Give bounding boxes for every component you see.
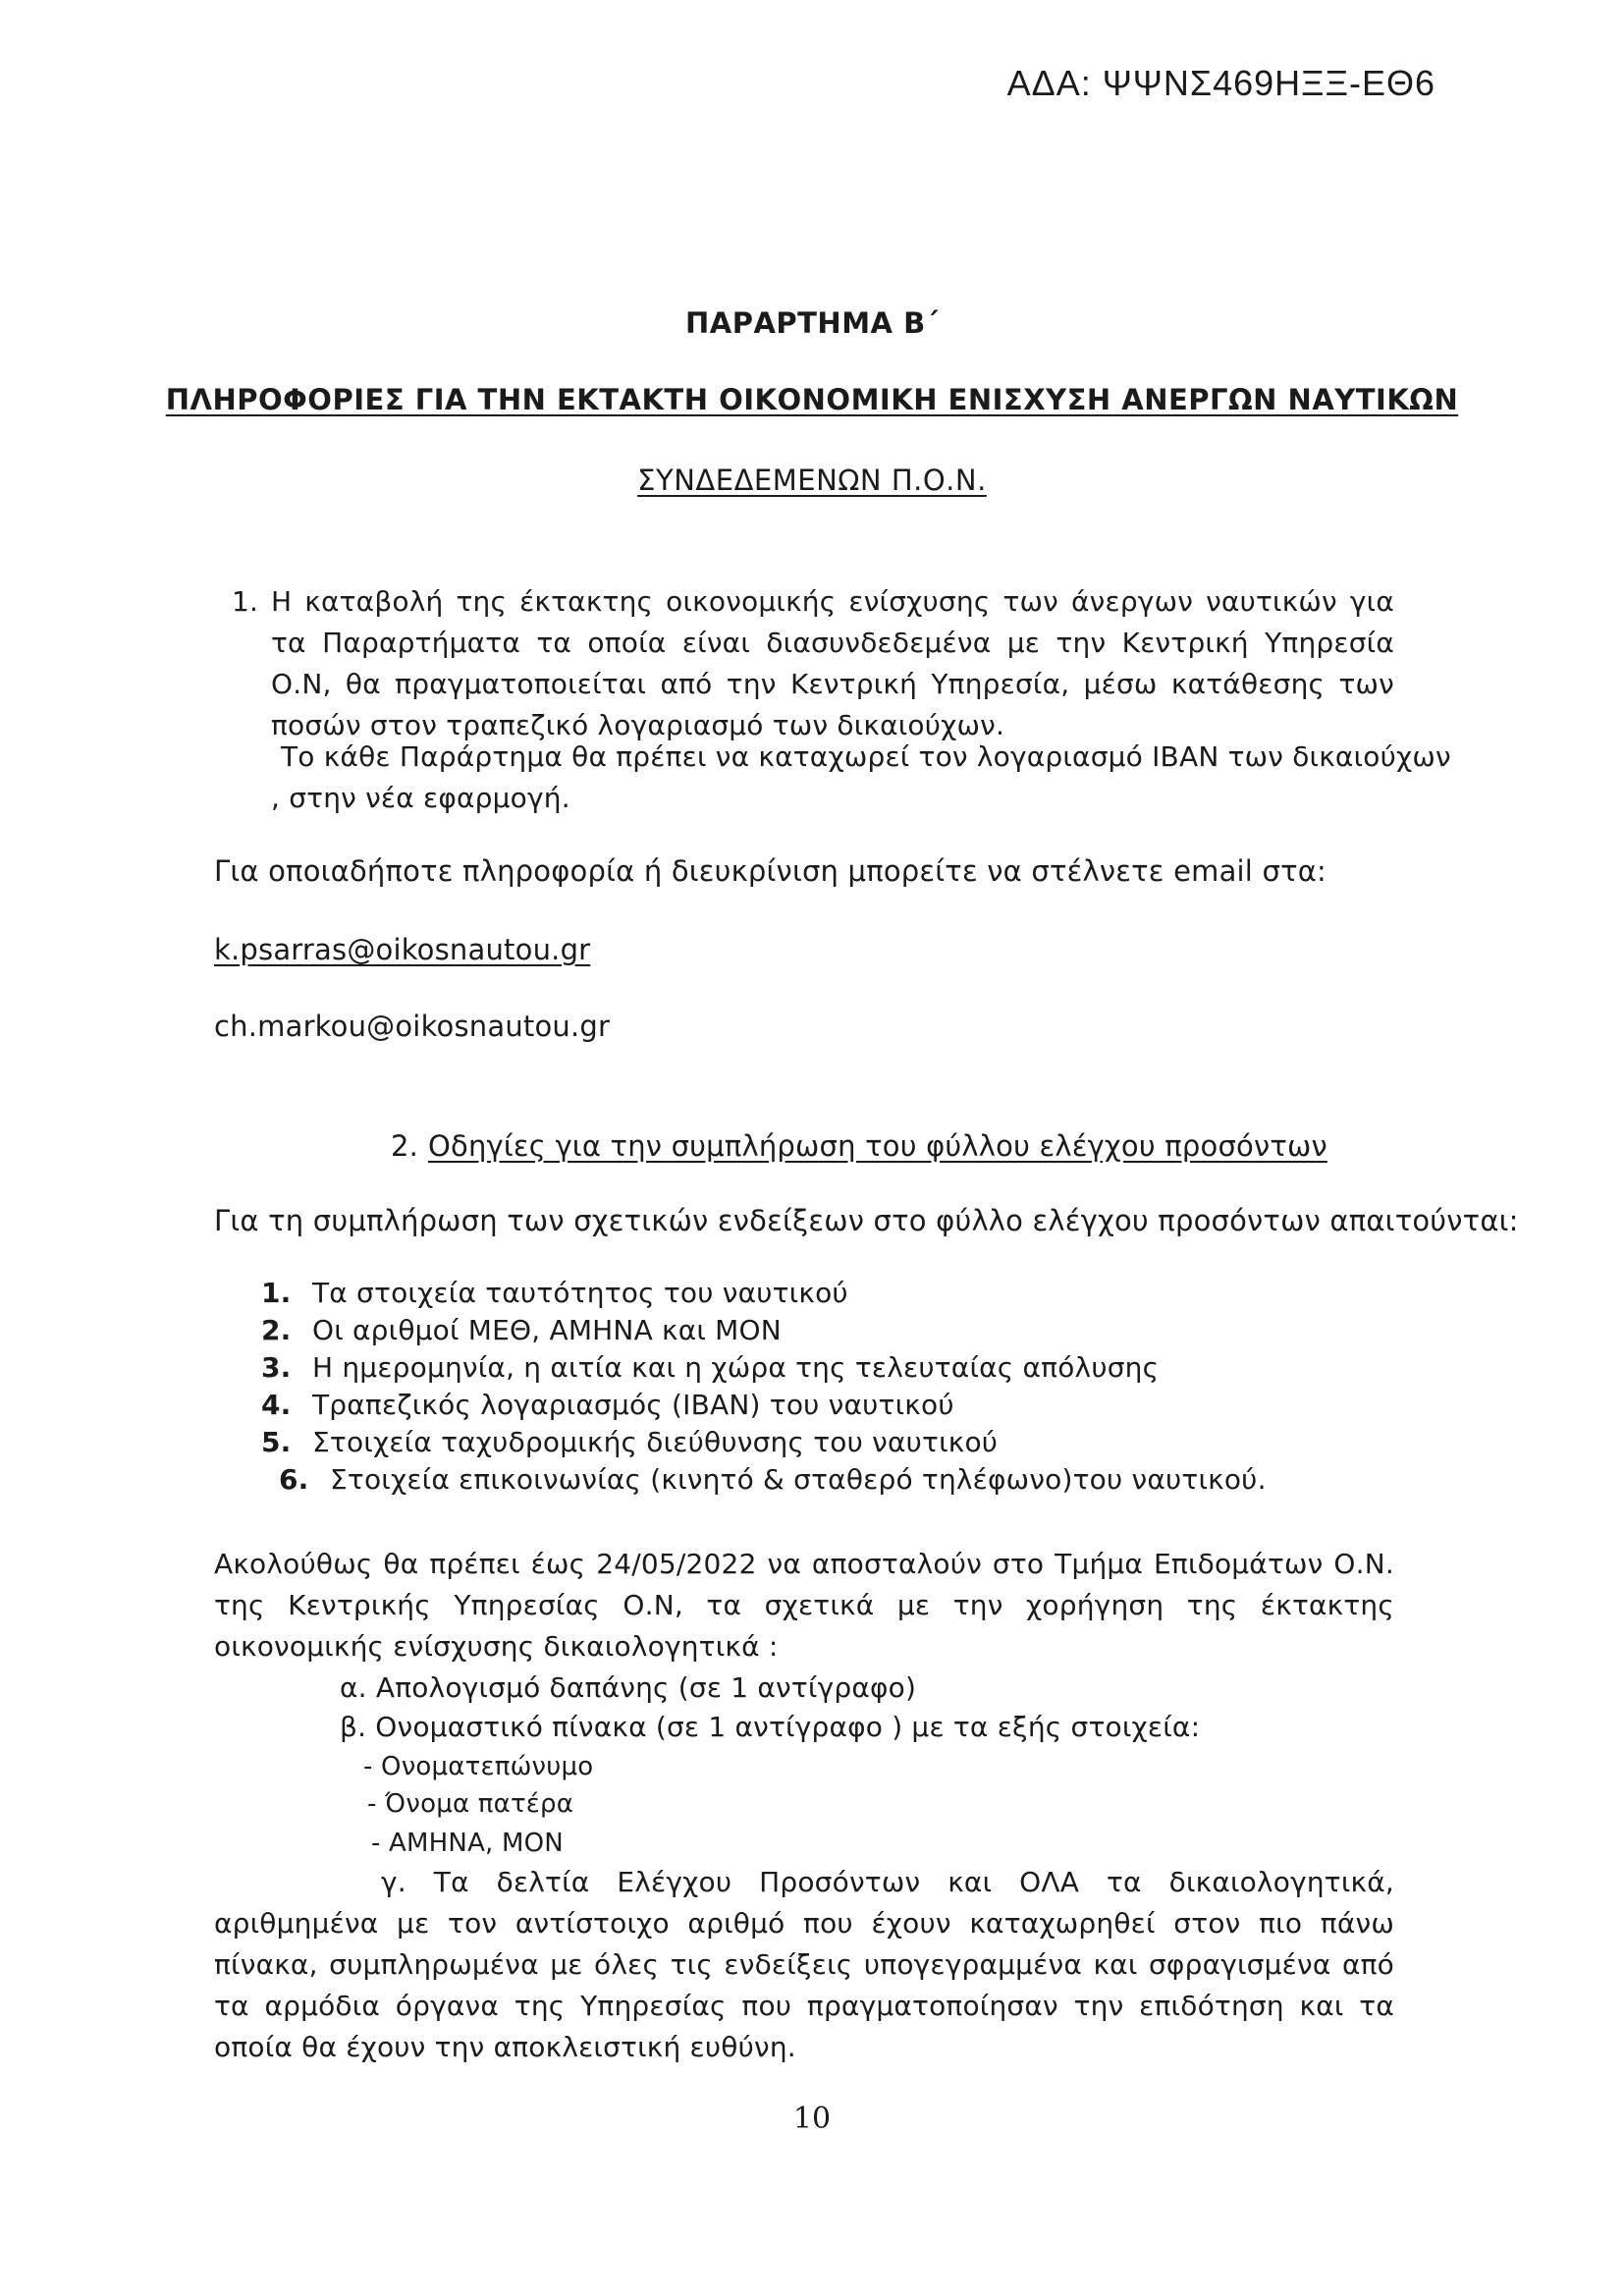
email-link-1[interactable]: k.psarras@oikosnautou.gr — [214, 933, 591, 966]
list-item: 5. Στοιχεία ταχυδρομικής διεύθυνσης του ναυτικού — [261, 1426, 999, 1458]
list-item: 1. Τα στοιχεία ταυτότητος του ναυτικού — [261, 1277, 848, 1309]
b-subitem: - ΑΜΗΝΑ, ΜΟΝ — [371, 1829, 564, 1858]
annex-title: ΠΑΡΑΡΤΗΜΑ Β΄ — [684, 306, 940, 340]
item-a: α. Απολογισμό δαπάνης (σε 1 αντίγραφο) — [340, 1671, 917, 1704]
contact-intro: Για οποιαδήποτε πληροφορία ή διευκρίνιση μπορείτε να στέλνετε email στα: — [214, 854, 1327, 888]
b-subitem: - Ονοματεπώνυμο — [363, 1752, 594, 1781]
list-item: 2. Οι αριθμοί ΜΕΘ, ΑΜΗΝΑ και ΜΟΝ — [261, 1314, 782, 1346]
section2-heading: Οδηγίες για την συμπλήρωση του φύλλου ελέγχου προσόντων — [428, 1129, 1327, 1163]
section1-app-line: , στην νέα εφαρμογή. — [271, 782, 570, 814]
requirements-list — [261, 1275, 1267, 1499]
section1-iban-line: Το κάθε Παράρτημα θα πρέπει να καταχωρεί τον λογαριασμό IBAN των δικαιούχων — [281, 740, 1451, 773]
email-link-2[interactable]: ch.markou@oikosnautou.gr — [214, 1010, 611, 1043]
section1-paragraph: Η καταβολή της έκτακτης οικονομικής ενίσχυσης των άνεργων ναυτικών για τα Παραρτήματα τα οποία είναι διασυνδεδεμένα με την Κεντρική Υπηρεσία Ο.Ν, θα πραγματοποιείται από την Κεντρική Υπηρεσία, μέσω κατάθεσης των ποσών στον τραπεζικό λογαριασμό των δικαιούχων. — [271, 585, 1394, 741]
item-b: β. Ονομαστικό πίνακα (σε 1 αντίγραφο ) με τα εξής στοιχεία: — [340, 1711, 1201, 1743]
subtitle-line-2: ΣΥΝΔΕΔΕΜΕΝΩΝ Π.Ο.Ν. — [637, 464, 987, 497]
list-item: 6. Στοιχεία επικοινωνίας (κινητό & σταθερό τηλέφωνο)του ναυτικού. — [279, 1463, 1267, 1496]
section2-number: 2. — [391, 1129, 419, 1163]
b-subitem: - Όνομα πατέρα — [367, 1789, 574, 1819]
list-item: 4. Τραπεζικός λογαριασμός (IBAN) του ναυτικού — [261, 1389, 954, 1421]
closing-paragraph: Ακολούθως θα πρέπει έως 24/05/2022 να αποσταλούν στο Τμήμα Επιδομάτων Ο.Ν. της Κεντρικής Υπηρεσίας Ο.Ν, τα σχετικά με την χορήγηση της έκτακτης οικονομικής ενίσχυσης δικαιολογητικά : — [214, 1548, 1394, 1663]
section1-number: 1. — [232, 585, 259, 618]
item-g: γ. Τα δελτία Ελέγχου Προσόντων και ΟΛΑ τα δικαιολογητικά, αριθμημένα με τον αντίστοιχο αριθμό που έχουν καταχωρηθεί στον πιο πάνω πίνακα, συμπληρωμένα με όλες τις ενδείξεις υπογεγραμμένα και σφραγισμένα από τα αρμόδια όργανα της Υπηρεσίας που πραγματοποίησαν την επιδότηση και τα οποία θα έχουν την αποκλειστική ευθύνη. — [214, 1866, 1394, 2063]
section2-intro: Για τη συμπλήρωση των σχετικών ενδείξεων στο φύλλο ελέγχου προσόντων απαιτούνται: — [214, 1204, 1519, 1237]
ada-code: ΑΔΑ: ΨΨΝΣ469ΗΞΞ-ΕΘ6 — [1006, 63, 1435, 103]
subtitle-line-1: ΠΛΗΡΟΦΟΡΙΕΣ ΓΙΑ ΤΗΝ ΕΚΤΑΚΤΗ ΟΙΚΟΝΟΜΙΚΗ ΕΝΙΣΧΥΣΗ ΑΝΕΡΓΩΝ ΝΑΥΤΙΚΩΝ — [165, 383, 1459, 416]
list-item: 3. Η ημερομηνία, η αιτία και η χώρα της τελευταίας απόλυσης — [261, 1351, 1160, 1384]
page-number: 10 — [792, 2102, 832, 2136]
